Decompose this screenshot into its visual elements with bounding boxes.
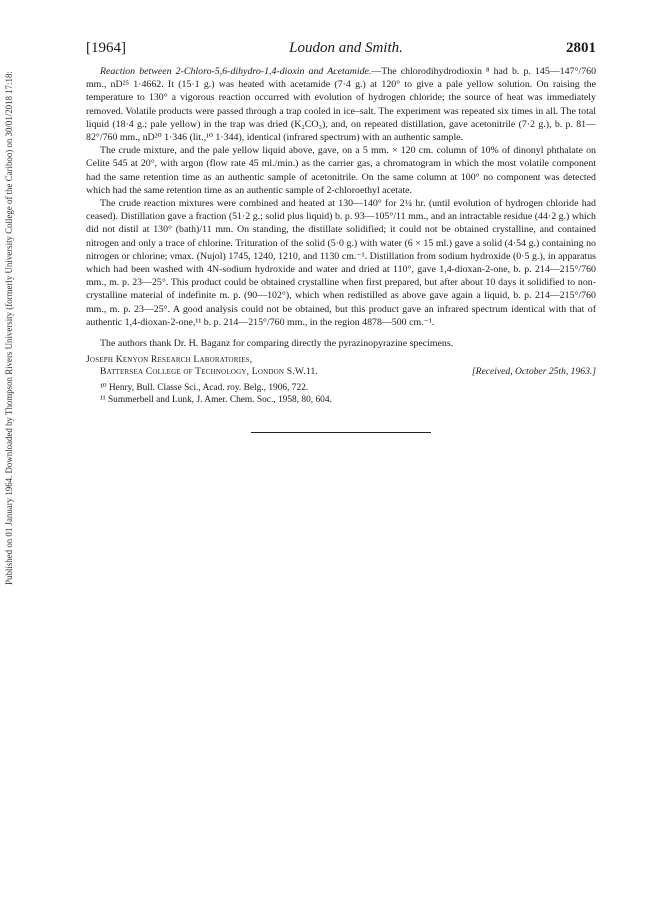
affiliation-line-1: Joseph Kenyon Research Laboratories, <box>86 354 253 366</box>
reference-item: ¹¹ Summerbell and Lunk, J. Amer. Chem. Soc., 1958, 80, 604. <box>100 395 332 406</box>
header-page-number: 2801 <box>565 40 596 56</box>
journal-page <box>86 40 596 433</box>
article-body <box>86 65 596 350</box>
download-notice-sidebar <box>1 8 17 648</box>
paragraph-reaction <box>86 65 596 144</box>
acknowledgement: The authors thank Dr. H. Baganz for comparing directly the pyrazinopyrazine specimens. <box>100 338 454 350</box>
references <box>86 382 596 406</box>
received-date: [Received, October 25th, 1963.] <box>471 366 596 378</box>
reference-item: ¹⁰ Henry, Bull. Classe Sci., Acad. roy. Belg., 1906, 722. <box>100 383 309 394</box>
paragraph-chromatography: The crude mixture, and the pale yellow liquid above, gave, on a 5 mm. × 120 cm. column of 10% of dinonyl phthalate on Celite 545 at 20°, with argon (flow rate 45 ml./min.) as the carrier gas, a chromatogram in which the most volatile component had the same retention time as an authentic sample of acetonitrile. On the same column at 100° no component was detected which had the same retention time as an authentic sample of 2-chloroethyl acetate. <box>86 145 596 196</box>
paragraph-text: —The chlorodihydrodioxin ⁸ had b. p. 145—147°/760 mm., nD²⁵ 1·4662. It (15·1 g.) was heated with acetamide (7·4 g.) at 120° to give a pale yellow solution. On raising the temperature to 130° a vigorous reaction occurred with evolution of hydrogen chloride; the source of heat was immediately removed. Volatile products were passed through a trap cooled in ice–salt. The experiment was repeated six times in all. The total liquid (18·4 g.; pale yellow) in the trap was dried (K₂CO₃), and, on repeated distillation, gave acetonitrile (7·2 g.), b. p. 81—82°/760 mm., nD²⁰ 1·346 (lit.,¹⁰ 1·344), identical (infrared spectrum) with an authentic sample. <box>86 66 597 144</box>
end-rule <box>251 432 431 433</box>
download-notice-text: Published on 01 January 1964. Downloaded by Thompson Rivers University (formerly University College of the Cariboo) on 30/01/2018 17:18: <box>4 71 14 585</box>
page-header <box>86 40 596 57</box>
paragraph-distillation: The crude reaction mixtures were combined and heated at 130—140° for 2¼ hr. (until evolution of hydrogen chloride had ceased). Distillation gave a fraction (51·2 g.; solid plus liquid) b. p. 93—105°/11 mm., and an intractable residue (44·2 g.) which did not distil at 130° (bath)/11 mm. On standing, the distillate solidified; it could not be obtained crystalline, and contained nitrogen and only a trace of chlorine. Trituration of the solid (5·0 g.) with water (6 × 15 ml.) gave a solid (4·54 g.) containing no nitrogen or chlorine; νmax. (Nujol) 1745, 1240, 1210, and 1130 cm.⁻¹. Distillation from sodium hydroxide (0·5 g.), in apparatus which had been washed with 4N-sodium hydroxide and water and dried at 110°, gave 1,4-dioxan-2-one, b. p. 214—215°/760 mm., m. p. 23—25°. This product could be obtained crystalline when first prepared, but after about 10 days it solidified to non-crystalline material of indefinite m. p. (90—102°), which when redistilled as above gave again a liquid, b. p. 214—215°/760 mm., m. p. 23—25°. A good analysis could not be obtained, but this product gave an infrared spectrum identical with that of authentic 1,4-dioxan-2-one,¹¹ b. p. 214—215°/760 mm., in the region 4878—500 cm.⁻¹. <box>86 198 596 328</box>
affiliation-line-2: Battersea College of Technology, London S.W.11. <box>100 366 319 378</box>
header-year: [1964] <box>86 40 126 56</box>
header-authors: Loudon and Smith. <box>289 40 403 56</box>
affiliation-block <box>86 354 596 378</box>
paragraph-heading: Reaction between 2-Chloro-5,6-dihydro-1,4-dioxin and Acetamide. <box>100 66 372 77</box>
